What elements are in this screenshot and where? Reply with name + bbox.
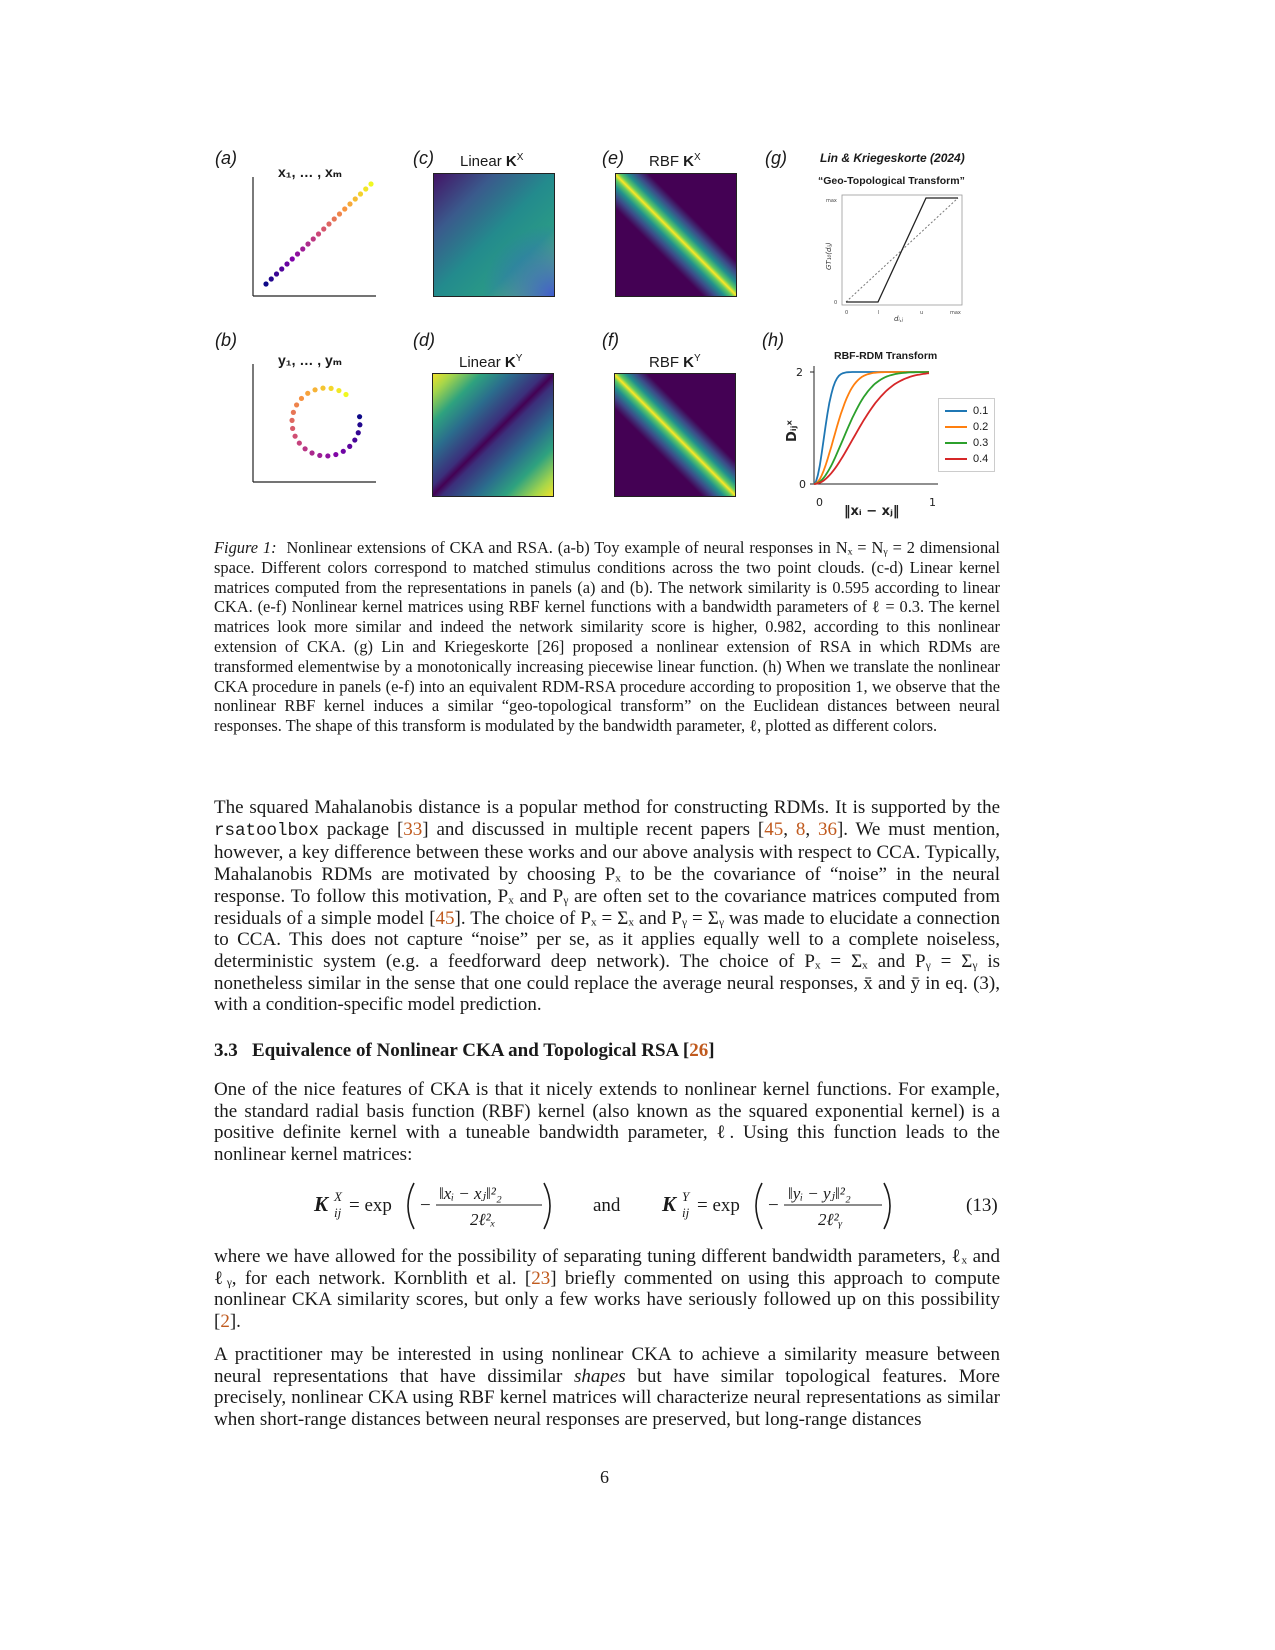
panel-label-g: (g) [765, 148, 787, 168]
rsatoolbox-code: rsatoolbox [214, 820, 320, 841]
legend-item: 0.2 [945, 419, 988, 435]
equation-render [314, 1175, 1004, 1237]
scatter-point [289, 418, 294, 423]
scatter-point [326, 221, 331, 226]
svg-text:2ℓ²ₓ: 2ℓ²ₓ [470, 1210, 496, 1229]
scatter-point [325, 453, 330, 458]
scatter-point [312, 387, 317, 392]
panel-a-title: x₁, … , xₘ [278, 164, 343, 180]
scatter-point [357, 414, 362, 419]
legend-item: 0.4 [945, 451, 988, 467]
scatter-point [342, 206, 347, 211]
svg-text:‖xᵢ − xⱼ‖²₂: ‖xᵢ − xⱼ‖²₂ [439, 1184, 502, 1203]
panel-label-d: (d) [413, 330, 435, 350]
g-ylabel: GT₁₀(dᵢⱼ) [825, 242, 833, 270]
paragraph-practitioner: A practitioner may be interested in using nonlinear CKA to achieve a similarity measure between neural representations that have dissimilar shapes but have similar topological features. More precisely, nonlinear CKA using RBF kernel matrices will characterize neural representations as similar when short-range distances between neural responses are preserved, but long-range distances [214, 1344, 1000, 1431]
section-heading: 3.3 Equivalence of Nonlinear CKA and Topological RSA [26] [214, 1040, 715, 1061]
scatter-point [299, 396, 304, 401]
scatter-point [305, 391, 310, 396]
scatter-point [305, 241, 310, 246]
svg-text:‖yᵢ − yⱼ‖²₂: ‖yᵢ − yⱼ‖²₂ [788, 1184, 851, 1203]
svg-text:= exp: = exp [697, 1195, 740, 1216]
panel-label-c: (c) [413, 148, 434, 168]
scatter-point [363, 186, 368, 191]
svg-text:X: X [334, 1189, 342, 1204]
panel-g-plot [816, 190, 968, 325]
h-xtick-1: 1 [929, 496, 936, 509]
svg-text:and: and [593, 1195, 621, 1216]
scatter-point [279, 266, 284, 271]
scatter-point [302, 446, 307, 451]
citation-link[interactable]: 36 [817, 818, 837, 840]
scatter-point [274, 271, 279, 276]
scatter-point [290, 256, 295, 261]
panel-g-subtitle: “Geo-Topological Transform” [818, 175, 965, 187]
legend-item: 0.3 [945, 435, 988, 451]
h-ylabel: Dᵢⱼˣ [785, 420, 800, 442]
g-xlabel: dᵢ,ⱼ [894, 315, 904, 323]
scatter-point [300, 246, 305, 251]
paragraph-rbf-intro: One of the nice features of CKA is that it nicely extends to nonlinear kernel functions. For example, the standard radial basis function (RBF) kernel (also known as the squared exponential kernel) is a positive definite kernel with a tuneable bandwidth parameter, ℓ. Using this function leads to the nonlinear kernel matrices: [214, 1079, 1000, 1166]
h-xtick-0: 0 [816, 496, 823, 509]
scatter-point [316, 231, 321, 236]
equation-13 [314, 1175, 1004, 1237]
equation-number: (13) [966, 1195, 998, 1216]
scatter-point [336, 388, 341, 393]
citation-link[interactable]: 23 [531, 1267, 551, 1289]
scatter-point [284, 261, 289, 266]
scatter-point [343, 392, 348, 397]
g-xtick-max: max [950, 310, 961, 316]
panel-label-e: (e) [602, 148, 624, 168]
scatter-point [320, 386, 325, 391]
panel-c-title: Linear $K^X$ [460, 152, 524, 170]
scatter-point [269, 276, 274, 281]
rbf-kx-matrix [615, 173, 737, 297]
svg-text:−: − [420, 1195, 431, 1216]
linear-ky-matrix [432, 373, 554, 497]
scatter-point [356, 430, 361, 435]
paragraph-bandwidth: where we have allowed for the possibility of separating tuning different bandwidth parameters, ℓₓ and ℓᵧ, for each network. Kornblith et al. [23] briefly commented on using this approach to compute nonlinear CKA similarity scores, but only a few works have seriously followed up on this possibility [2]. [214, 1246, 1000, 1333]
panel-a-scatter [244, 172, 382, 302]
panel-label-f: (f) [602, 330, 619, 350]
panel-label-h: (h) [762, 330, 784, 350]
scatter-point [352, 437, 357, 442]
panel-f-title: RBF $K^Y$ [649, 353, 701, 371]
scatter-point [297, 440, 302, 445]
panel-h-legend [938, 398, 995, 472]
caption-label: Figure 1: [214, 538, 277, 557]
panel-h-plot [778, 362, 943, 522]
svg-text:= exp: = exp [349, 1195, 392, 1216]
scatter-point [291, 410, 296, 415]
h-ytick-2: 2 [796, 366, 803, 379]
panel-label-b: (b) [215, 330, 237, 350]
svg-text:ij: ij [682, 1205, 690, 1220]
citation-link[interactable]: 8 [795, 818, 806, 840]
scatter-point [347, 201, 352, 206]
scatter-point [295, 251, 300, 256]
scatter-point [317, 453, 322, 458]
linear-kx-matrix [433, 173, 555, 297]
citation-link[interactable]: 45 [435, 907, 455, 929]
svg-text:Y: Y [682, 1189, 690, 1204]
svg-text:ij: ij [334, 1205, 342, 1220]
scatter-point [358, 191, 363, 196]
g-ytick-max: max [826, 198, 837, 204]
g-ytick-0: 0 [834, 300, 838, 306]
citation-link[interactable]: 26 [689, 1040, 709, 1061]
panel-h-title: RBF-RDM Transform [834, 350, 938, 362]
citation-link[interactable]: 33 [403, 818, 423, 840]
panel-b-scatter [244, 362, 382, 488]
panel-b-title: y₁, … , yₘ [278, 352, 343, 368]
scatter-point [321, 226, 326, 231]
scatter-point [292, 434, 297, 439]
page-number: 6 [600, 1467, 609, 1487]
scatter-point [357, 422, 362, 427]
caption-text: Nonlinear extensions of CKA and RSA. (a-b) Toy example of neural responses in Nₓ = Nᵧ = 2 dimensional space. Different colors correspond to matched stimulus conditions across the two point clouds. (c-d) Linear kernel matrices computed from the representations in panels (a) and (b). The network similarity is 0.595 according to linear CKA. (e-f) Nonlinear kernel matrices using RBF kernel functions with a bandwidth parameters of ℓ = 0.3. The kernel matrices look more similar and indeed the network similarity score is higher, 0.982, according to this nonlinear extension of CKA. (g) Lin and Kriegeskorte [26] proposed a nonlinear extension of RSA in which RDMs are transformed elementwise by a monotonically increasing piecewise linear function. (h) When we translate the nonlinear CKA procedure in panels (e-f) into an equivalent RDM-RSA procedure according to proposition 1, we observe that the nonlinear RBF kernel induces a similar “geo-topological transform” on the Euclidean distances between neural responses. The shape of this transform is modulated by the bandwidth parameter, ℓ, plotted as different colors. [214, 538, 1000, 736]
scatter-point [263, 281, 268, 286]
svg-text:K: K [662, 1192, 677, 1216]
figure-caption [214, 538, 1000, 736]
g-xtick-l: l [878, 310, 880, 316]
scatter-point [368, 181, 373, 186]
paragraph-mahalanobis: The squared Mahalanobis distance is a popular method for constructing RDMs. It is supported by the rsatoolbox package [33] and discussed in multiple recent papers [45, 8, 36]. We must mention, however, a key difference between these works and our above analysis with respect to CCA. Typically, Mahalanobis RDMs are motivated by choosing Pₓ to be the covariance of “noise” in the neural response. To follow this motivation, Pₓ and Pᵧ are often set to the covariance matrices computed from residuals of a simple model [45]. The choice of Pₓ = Σₓ and Pᵧ = Σᵧ was made to elucidate a connection to CCA. This does not capture “noise” per se, as it applies equally well to a complete noiseless, deterministic system (e.g. a feedforward deep network). The choice of Pₓ = Σₓ and Pᵧ = Σᵧ is nonetheless similar in the sense that one could replace the average neural responses, x̄ and ȳ in eq. (3), with a condition-specific model prediction. [214, 797, 1001, 1016]
h-ytick-0: 0 [799, 478, 806, 491]
h-xlabel: ‖xᵢ − xⱼ‖ [844, 504, 900, 519]
svg-text:K: K [314, 1192, 329, 1216]
g-xtick-u: u [920, 310, 924, 316]
rbf-ky-matrix [614, 373, 736, 497]
citation-link[interactable]: 45 [764, 818, 784, 840]
scatter-point [341, 449, 346, 454]
scatter-point [294, 402, 299, 407]
scatter-point [347, 444, 352, 449]
rbf-curve-0.3 [814, 372, 929, 484]
scatter-point [353, 196, 358, 201]
scatter-point [333, 452, 338, 457]
panel-g-title: Lin & Kriegeskorte (2024) [820, 151, 965, 165]
scatter-point [290, 426, 295, 431]
svg-text:2ℓ²ᵧ: 2ℓ²ᵧ [818, 1210, 843, 1229]
g-xtick-0: 0 [845, 310, 849, 316]
scatter-point [309, 450, 314, 455]
scatter-point [311, 236, 316, 241]
scatter-point [328, 386, 333, 391]
panel-label-a: (a) [215, 148, 237, 168]
svg-text:−: − [768, 1195, 779, 1216]
scatter-point [332, 216, 337, 221]
panel-e-title: RBF $K^X$ [649, 152, 701, 170]
citation-link[interactable]: 2 [220, 1311, 230, 1333]
panel-d-title: Linear $K^Y$ [459, 353, 523, 371]
legend-item: 0.1 [945, 403, 988, 419]
scatter-point [337, 211, 342, 216]
